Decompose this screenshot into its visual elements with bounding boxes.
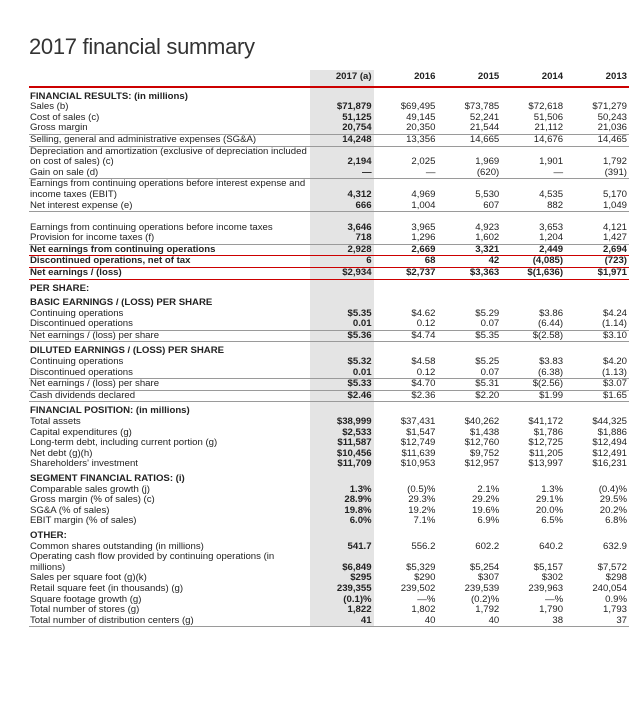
value-cell-2014: 882 bbox=[501, 201, 565, 212]
value-cell-2017: 1,822 bbox=[310, 605, 374, 616]
row-label: Depreciation and amortization (exclusive of depreciation included on cost of sales) (c) bbox=[30, 145, 307, 168]
table-row bbox=[29, 212, 629, 234]
section-heading-row bbox=[29, 87, 629, 103]
value-cell-2016: 1,296 bbox=[374, 233, 438, 244]
empty-cell bbox=[565, 470, 629, 485]
value-cell-2015: $5.35 bbox=[437, 330, 501, 342]
table-row bbox=[29, 179, 629, 201]
table-row bbox=[29, 379, 629, 391]
value-cell-2013: (391) bbox=[565, 168, 629, 179]
value-cell-2013: $1,971 bbox=[565, 267, 629, 279]
value-cell-2017: $295 bbox=[310, 573, 374, 584]
value-cell-2014: 20.0% bbox=[535, 504, 564, 516]
empty-cell bbox=[565, 87, 629, 103]
section-heading: FINANCIAL RESULTS: (in millions) bbox=[30, 90, 188, 102]
value-cell-2013: 50,243 bbox=[597, 111, 627, 123]
value-cell-2017: $2.46 bbox=[310, 390, 374, 402]
value-cell-2014: (6.44) bbox=[501, 319, 565, 330]
value-cell-2014: $13,997 bbox=[528, 458, 564, 470]
value-cell-2013: 1,049 bbox=[565, 201, 629, 212]
value-cell-2017: $71,879 bbox=[310, 102, 374, 113]
empty-cell bbox=[437, 342, 501, 357]
value-cell-2016: —% bbox=[417, 593, 436, 605]
value-cell-2016: 49,145 bbox=[406, 111, 436, 123]
value-cell-2015: 40 bbox=[437, 616, 501, 627]
row-label: Earnings from continuing operations before interest expense and income taxes (EBIT) bbox=[30, 178, 306, 200]
value-cell-2016: $12,749 bbox=[400, 437, 436, 449]
header-year-2014: 2014 bbox=[501, 70, 565, 87]
header-year-2013: 2013 bbox=[565, 70, 629, 87]
row-label: Total number of distribution centers (g) bbox=[29, 616, 310, 627]
value-cell-2016: $1,547 bbox=[406, 426, 436, 438]
value-cell-2016: 7.1% bbox=[413, 515, 436, 527]
empty-cell bbox=[374, 279, 438, 294]
value-cell-2013: 14,465 bbox=[565, 134, 629, 146]
value-cell-2015: 1,792 bbox=[475, 604, 500, 616]
value-cell-2016: $11,639 bbox=[401, 447, 436, 459]
value-cell-2016: 1,004 bbox=[374, 201, 438, 212]
value-cell-2013: 4,121 bbox=[602, 221, 627, 233]
empty-cell bbox=[310, 294, 374, 309]
row-label: Continuing operations bbox=[30, 356, 124, 368]
table-row bbox=[29, 123, 629, 134]
empty-cell bbox=[374, 527, 438, 542]
row-label: Gross margin (% of sales) (c) bbox=[30, 494, 155, 506]
value-cell-2017: 6 bbox=[310, 256, 374, 268]
value-cell-2017: $2,934 bbox=[310, 267, 374, 279]
value-cell-2014: $1,786 bbox=[533, 426, 564, 438]
empty-cell bbox=[501, 527, 565, 542]
empty-cell bbox=[565, 402, 629, 417]
value-cell-2015: $5,254 bbox=[469, 561, 500, 573]
value-cell-2014: $5,157 bbox=[533, 561, 564, 573]
table-row bbox=[29, 244, 629, 256]
value-cell-2013: 2,694 bbox=[602, 243, 627, 255]
value-cell-2014: $(1,636) bbox=[501, 267, 565, 279]
row-label: Common shares outstanding (in millions) bbox=[30, 540, 204, 552]
value-cell-2015: $5.31 bbox=[437, 379, 501, 391]
row-label: Selling, general and administrative expenses (SG&A) bbox=[29, 134, 310, 146]
value-cell-2014: 1,901 bbox=[539, 156, 564, 168]
value-cell-2017: 0.01 bbox=[310, 368, 374, 379]
empty-cell bbox=[437, 279, 501, 294]
value-cell-2014: 1,204 bbox=[501, 233, 565, 244]
value-cell-2015: 52,241 bbox=[469, 111, 500, 123]
empty-cell bbox=[374, 402, 438, 417]
value-cell-2013: 0.9% bbox=[605, 593, 627, 605]
value-cell-2014: 29.1% bbox=[535, 494, 564, 506]
row-label: Total number of stores (g) bbox=[30, 604, 140, 616]
value-cell-2013: 1,793 bbox=[602, 604, 627, 616]
empty-cell bbox=[310, 342, 374, 357]
value-cell-2017: 4,312 bbox=[310, 179, 374, 201]
value-cell-2016: 29.3% bbox=[408, 494, 436, 506]
table-row bbox=[29, 146, 629, 168]
value-cell-2015: 4,923 bbox=[475, 221, 500, 233]
value-cell-2014: 1,790 bbox=[539, 604, 564, 616]
empty-cell bbox=[565, 279, 629, 294]
row-label: Net earnings / (loss) bbox=[29, 267, 310, 279]
value-cell-2016: 3,965 bbox=[411, 221, 436, 233]
value-cell-2013: 20.2% bbox=[599, 504, 627, 516]
empty-cell bbox=[501, 87, 565, 103]
value-cell-2015: 5,530 bbox=[475, 188, 500, 200]
value-cell-2016: 239,502 bbox=[400, 582, 436, 594]
row-label: Continuing operations bbox=[30, 307, 124, 319]
value-cell-2015: $40,262 bbox=[464, 416, 500, 428]
value-cell-2014: $41,172 bbox=[528, 416, 564, 428]
value-cell-2013: $3.10 bbox=[565, 330, 629, 342]
value-cell-2017: $5.36 bbox=[310, 330, 374, 342]
value-cell-2015: 29.2% bbox=[472, 494, 500, 506]
page-title: 2017 financial summary bbox=[29, 34, 255, 59]
empty-cell bbox=[374, 87, 438, 103]
section-heading: DILUTED EARNINGS / (LOSS) PER SHARE bbox=[30, 345, 225, 357]
value-cell-2015: 14,665 bbox=[437, 134, 501, 146]
value-cell-2017: 3,646 bbox=[310, 212, 374, 234]
value-cell-2016: 68 bbox=[374, 256, 438, 268]
table-row bbox=[29, 584, 629, 595]
empty-cell bbox=[501, 470, 565, 485]
value-cell-2015: (0.2)% bbox=[470, 593, 500, 605]
value-cell-2013: $3.07 bbox=[565, 379, 629, 391]
value-cell-2017: $5.35 bbox=[310, 309, 374, 320]
table-row bbox=[29, 459, 629, 470]
value-cell-2013: 21,036 bbox=[565, 123, 629, 134]
value-cell-2015: 19.6% bbox=[472, 504, 500, 516]
value-cell-2017: 2,928 bbox=[310, 244, 374, 256]
section-heading-row bbox=[29, 279, 629, 294]
value-cell-2013: 5,170 bbox=[602, 188, 627, 200]
value-cell-2013: $44,325 bbox=[592, 416, 627, 428]
value-cell-2017: 0.01 bbox=[310, 319, 374, 330]
value-cell-2017: $6,849 bbox=[310, 552, 374, 573]
empty-cell bbox=[437, 402, 501, 417]
value-cell-2014: —% bbox=[544, 593, 564, 605]
value-cell-2013: 240,054 bbox=[592, 582, 627, 594]
value-cell-2016: 19.2% bbox=[408, 504, 436, 516]
value-cell-2015: $73,785 bbox=[464, 101, 500, 113]
value-cell-2017: 19.8% bbox=[310, 506, 374, 517]
row-label: Sales (b) bbox=[30, 101, 69, 113]
value-cell-2014: $3.86 bbox=[539, 307, 564, 319]
row-label: Net debt (g)(h) bbox=[30, 447, 93, 459]
row-label: Comparable sales growth (j) bbox=[30, 483, 150, 495]
value-cell-2015: 2.1% bbox=[477, 483, 500, 495]
value-cell-2015: $1,438 bbox=[469, 426, 500, 438]
value-cell-2015: (620) bbox=[437, 168, 501, 179]
value-cell-2016: 2,025 bbox=[411, 156, 436, 168]
header-year-2015: 2015 bbox=[437, 70, 501, 87]
empty-cell bbox=[437, 527, 501, 542]
value-cell-2015: $2.20 bbox=[437, 390, 501, 402]
value-cell-2013: $16,231 bbox=[592, 458, 627, 470]
section-heading-row bbox=[29, 402, 629, 417]
value-cell-2016: $10,953 bbox=[400, 458, 436, 470]
value-cell-2014: 1.3% bbox=[541, 483, 564, 495]
value-cell-2015: 607 bbox=[437, 201, 501, 212]
section-heading: OTHER: bbox=[30, 529, 67, 541]
row-label: Discontinued operations, net of tax bbox=[29, 256, 310, 268]
value-cell-2015: $9,752 bbox=[469, 447, 500, 459]
section-heading: BASIC EARNINGS / (LOSS) PER SHARE bbox=[30, 297, 213, 309]
value-cell-2016: $5,329 bbox=[406, 561, 436, 573]
value-cell-2014: $1.99 bbox=[501, 390, 565, 402]
table-row bbox=[29, 616, 629, 627]
row-label: Net interest expense (e) bbox=[29, 201, 310, 212]
table-row bbox=[29, 390, 629, 402]
value-cell-2014: (4,085) bbox=[501, 256, 565, 268]
value-cell-2015: 1,602 bbox=[437, 233, 501, 244]
empty-cell bbox=[374, 294, 438, 309]
row-label: Net earnings / (loss) per share bbox=[29, 330, 310, 342]
value-cell-2016: 556.2 bbox=[411, 540, 436, 552]
section-heading-row bbox=[29, 470, 629, 485]
value-cell-2016: $290 bbox=[414, 572, 436, 584]
financial-summary-table bbox=[29, 70, 629, 627]
value-cell-2017: $5.33 bbox=[310, 379, 374, 391]
value-cell-2015: 0.07 bbox=[437, 319, 501, 330]
row-label: Cost of sales (c) bbox=[30, 111, 100, 123]
value-cell-2017: 239,355 bbox=[310, 584, 374, 595]
value-cell-2017: 6.0% bbox=[310, 516, 374, 527]
section-heading-row bbox=[29, 527, 629, 542]
value-cell-2015: 6.9% bbox=[477, 515, 500, 527]
value-cell-2014: $302 bbox=[541, 572, 564, 584]
value-cell-2017: $5.32 bbox=[310, 357, 374, 368]
value-cell-2015: $307 bbox=[477, 572, 500, 584]
value-cell-2013: 29.5% bbox=[599, 494, 627, 506]
value-cell-2013: $4.20 bbox=[602, 356, 627, 368]
value-cell-2014: $72,618 bbox=[528, 101, 564, 113]
value-cell-2016: $4.58 bbox=[411, 356, 436, 368]
value-cell-2016: 40 bbox=[374, 616, 438, 627]
empty-cell bbox=[501, 279, 565, 294]
table-row bbox=[29, 201, 629, 212]
value-cell-2013: (723) bbox=[565, 256, 629, 268]
value-cell-2013: (1.14) bbox=[565, 319, 629, 330]
empty-cell bbox=[310, 402, 374, 417]
value-cell-2017: 666 bbox=[310, 201, 374, 212]
value-cell-2014: $12,725 bbox=[528, 437, 564, 449]
value-cell-2013: 37 bbox=[565, 616, 629, 627]
empty-cell bbox=[565, 342, 629, 357]
value-cell-2015: $12,957 bbox=[464, 458, 500, 470]
value-cell-2016: (0.5)% bbox=[407, 483, 436, 495]
table-row bbox=[29, 330, 629, 342]
row-label: Retail square feet (in thousands) (g) bbox=[30, 582, 184, 594]
value-cell-2016: 0.12 bbox=[374, 368, 438, 379]
empty-cell bbox=[501, 294, 565, 309]
value-cell-2016: $37,431 bbox=[400, 416, 436, 428]
value-cell-2014: $(2.56) bbox=[501, 379, 565, 391]
table-row bbox=[29, 233, 629, 244]
empty-cell bbox=[310, 470, 374, 485]
empty-cell bbox=[374, 342, 438, 357]
section-heading-row bbox=[29, 294, 629, 309]
section-heading-row bbox=[29, 342, 629, 357]
value-cell-2017: 41 bbox=[310, 616, 374, 627]
row-label: Net earnings / (loss) per share bbox=[29, 379, 310, 391]
header-year-2016: 2016 bbox=[374, 70, 438, 87]
header-row bbox=[29, 70, 629, 87]
table-row bbox=[29, 552, 629, 573]
table-row bbox=[29, 134, 629, 146]
value-cell-2017: $10,456 bbox=[310, 449, 374, 460]
value-cell-2013: 1,427 bbox=[565, 233, 629, 244]
value-cell-2015: 3,321 bbox=[475, 243, 500, 255]
value-cell-2013: $1.65 bbox=[565, 390, 629, 402]
empty-cell bbox=[374, 470, 438, 485]
value-cell-2015: 21,544 bbox=[437, 123, 501, 134]
section-heading: PER SHARE: bbox=[30, 282, 90, 294]
row-label: SG&A (% of sales) bbox=[30, 504, 110, 516]
value-cell-2014: $11,205 bbox=[529, 447, 564, 459]
empty-cell bbox=[501, 342, 565, 357]
value-cell-2014: 6.5% bbox=[541, 515, 564, 527]
empty-cell bbox=[437, 87, 501, 103]
value-cell-2016: $69,495 bbox=[400, 101, 436, 113]
empty-cell bbox=[437, 294, 501, 309]
value-cell-2017: $11,709 bbox=[310, 459, 374, 470]
value-cell-2015: 1,969 bbox=[475, 156, 500, 168]
table-row bbox=[29, 168, 629, 179]
value-cell-2017: 1.3% bbox=[310, 485, 374, 496]
value-cell-2013: $1,886 bbox=[597, 426, 627, 438]
empty-cell bbox=[310, 527, 374, 542]
value-cell-2016: 0.12 bbox=[374, 319, 438, 330]
value-cell-2013: $12,494 bbox=[592, 437, 627, 449]
value-cell-2013: (1.13) bbox=[565, 368, 629, 379]
table-row bbox=[29, 256, 629, 268]
value-cell-2013: 6.8% bbox=[605, 515, 627, 527]
value-cell-2016: $2.36 bbox=[374, 390, 438, 402]
value-cell-2017: 14,248 bbox=[310, 134, 374, 146]
row-label: EBIT margin (% of sales) bbox=[30, 515, 137, 527]
value-cell-2013: 632.9 bbox=[602, 540, 627, 552]
table-row bbox=[29, 319, 629, 330]
empty-cell bbox=[310, 87, 374, 103]
value-cell-2014: 239,963 bbox=[528, 582, 564, 594]
row-label: Discontinued operations bbox=[29, 368, 310, 379]
value-cell-2014: $(2.58) bbox=[501, 330, 565, 342]
header-label-cell bbox=[29, 70, 310, 87]
value-cell-2014: 14,676 bbox=[501, 134, 565, 146]
value-cell-2015: $5.25 bbox=[475, 356, 500, 368]
row-label: Operating cash flow provided by continuing operations (in millions) bbox=[30, 551, 275, 573]
value-cell-2017: (0.1)% bbox=[310, 595, 374, 606]
value-cell-2015: $5.29 bbox=[475, 307, 500, 319]
empty-cell bbox=[501, 402, 565, 417]
row-label: Capital expenditures (g) bbox=[30, 426, 132, 438]
value-cell-2017: $11,587 bbox=[310, 438, 374, 449]
row-label: Net earnings from continuing operations bbox=[30, 243, 216, 255]
value-cell-2015: 0.07 bbox=[437, 368, 501, 379]
row-label: Discontinued operations bbox=[29, 319, 310, 330]
value-cell-2016: $4.62 bbox=[411, 307, 436, 319]
value-cell-2017: 2,194 bbox=[310, 146, 374, 168]
value-cell-2016: — bbox=[374, 168, 438, 179]
row-label: Shareholders' investment bbox=[30, 458, 138, 470]
value-cell-2016: 20,350 bbox=[374, 123, 438, 134]
value-cell-2014: 4,535 bbox=[539, 188, 564, 200]
value-cell-2017: $2,533 bbox=[310, 428, 374, 439]
value-cell-2013: $298 bbox=[605, 572, 627, 584]
value-cell-2015: $3,363 bbox=[437, 267, 501, 279]
table-row bbox=[29, 516, 629, 527]
empty-cell bbox=[310, 279, 374, 294]
value-cell-2014: 2,449 bbox=[539, 243, 564, 255]
row-label: Gross margin bbox=[29, 123, 310, 134]
value-cell-2014: 21,112 bbox=[501, 123, 565, 134]
value-cell-2013: $12,491 bbox=[592, 447, 627, 459]
header-year-2017: 2017 (a) bbox=[310, 70, 374, 87]
value-cell-2015: 42 bbox=[437, 256, 501, 268]
value-cell-2016: 2,669 bbox=[411, 243, 436, 255]
value-cell-2017: — bbox=[310, 168, 374, 179]
value-cell-2014: 51,506 bbox=[533, 111, 564, 123]
value-cell-2016: 1,802 bbox=[411, 604, 436, 616]
empty-cell bbox=[565, 527, 629, 542]
table-row bbox=[29, 267, 629, 279]
value-cell-2016: $2,737 bbox=[374, 267, 438, 279]
row-label: Total assets bbox=[30, 416, 81, 428]
value-cell-2014: — bbox=[501, 168, 565, 179]
value-cell-2017: 28.9% bbox=[310, 495, 374, 506]
table-body bbox=[29, 87, 629, 627]
row-label: Provision for income taxes (f) bbox=[29, 233, 310, 244]
value-cell-2017: $38,999 bbox=[310, 417, 374, 428]
value-cell-2014: 640.2 bbox=[539, 540, 564, 552]
value-cell-2013: (0.4)% bbox=[598, 483, 627, 495]
section-heading: SEGMENT FINANCIAL RATIOS: (i) bbox=[30, 473, 185, 484]
value-cell-2015: 602.2 bbox=[475, 540, 500, 552]
row-label: Earnings from continuing operations before income taxes bbox=[30, 221, 273, 233]
value-cell-2013: $4.24 bbox=[602, 307, 627, 319]
value-cell-2013: $71,279 bbox=[592, 101, 627, 113]
value-cell-2016: $4.74 bbox=[374, 330, 438, 342]
empty-cell bbox=[565, 294, 629, 309]
value-cell-2014: $3.83 bbox=[539, 356, 564, 368]
row-label: Long-term debt, including current portion (g) bbox=[30, 437, 218, 449]
value-cell-2014: 38 bbox=[501, 616, 565, 627]
value-cell-2015: 239,539 bbox=[464, 582, 500, 594]
value-cell-2017: 20,754 bbox=[310, 123, 374, 134]
value-cell-2014: 3,653 bbox=[539, 221, 564, 233]
table-row bbox=[29, 368, 629, 379]
row-label: Sales per square foot (g)(k) bbox=[30, 572, 147, 584]
value-cell-2016: 13,356 bbox=[374, 134, 438, 146]
value-cell-2016: $4.70 bbox=[374, 379, 438, 391]
value-cell-2013: 1,792 bbox=[602, 156, 627, 168]
row-label: Gain on sale (d) bbox=[29, 168, 310, 179]
value-cell-2017: 51,125 bbox=[310, 113, 374, 124]
value-cell-2013: $7,572 bbox=[597, 561, 627, 573]
value-cell-2016: 4,969 bbox=[411, 188, 436, 200]
section-heading: FINANCIAL POSITION: (in millions) bbox=[30, 405, 190, 417]
value-cell-2015: $12,760 bbox=[464, 437, 500, 449]
value-cell-2014: (6.38) bbox=[501, 368, 565, 379]
value-cell-2017: 718 bbox=[310, 233, 374, 244]
value-cell-2017: 541.7 bbox=[310, 542, 374, 553]
row-label: Square footage growth (g) bbox=[30, 593, 142, 605]
empty-cell bbox=[437, 470, 501, 485]
row-label: Cash dividends declared bbox=[29, 390, 310, 402]
